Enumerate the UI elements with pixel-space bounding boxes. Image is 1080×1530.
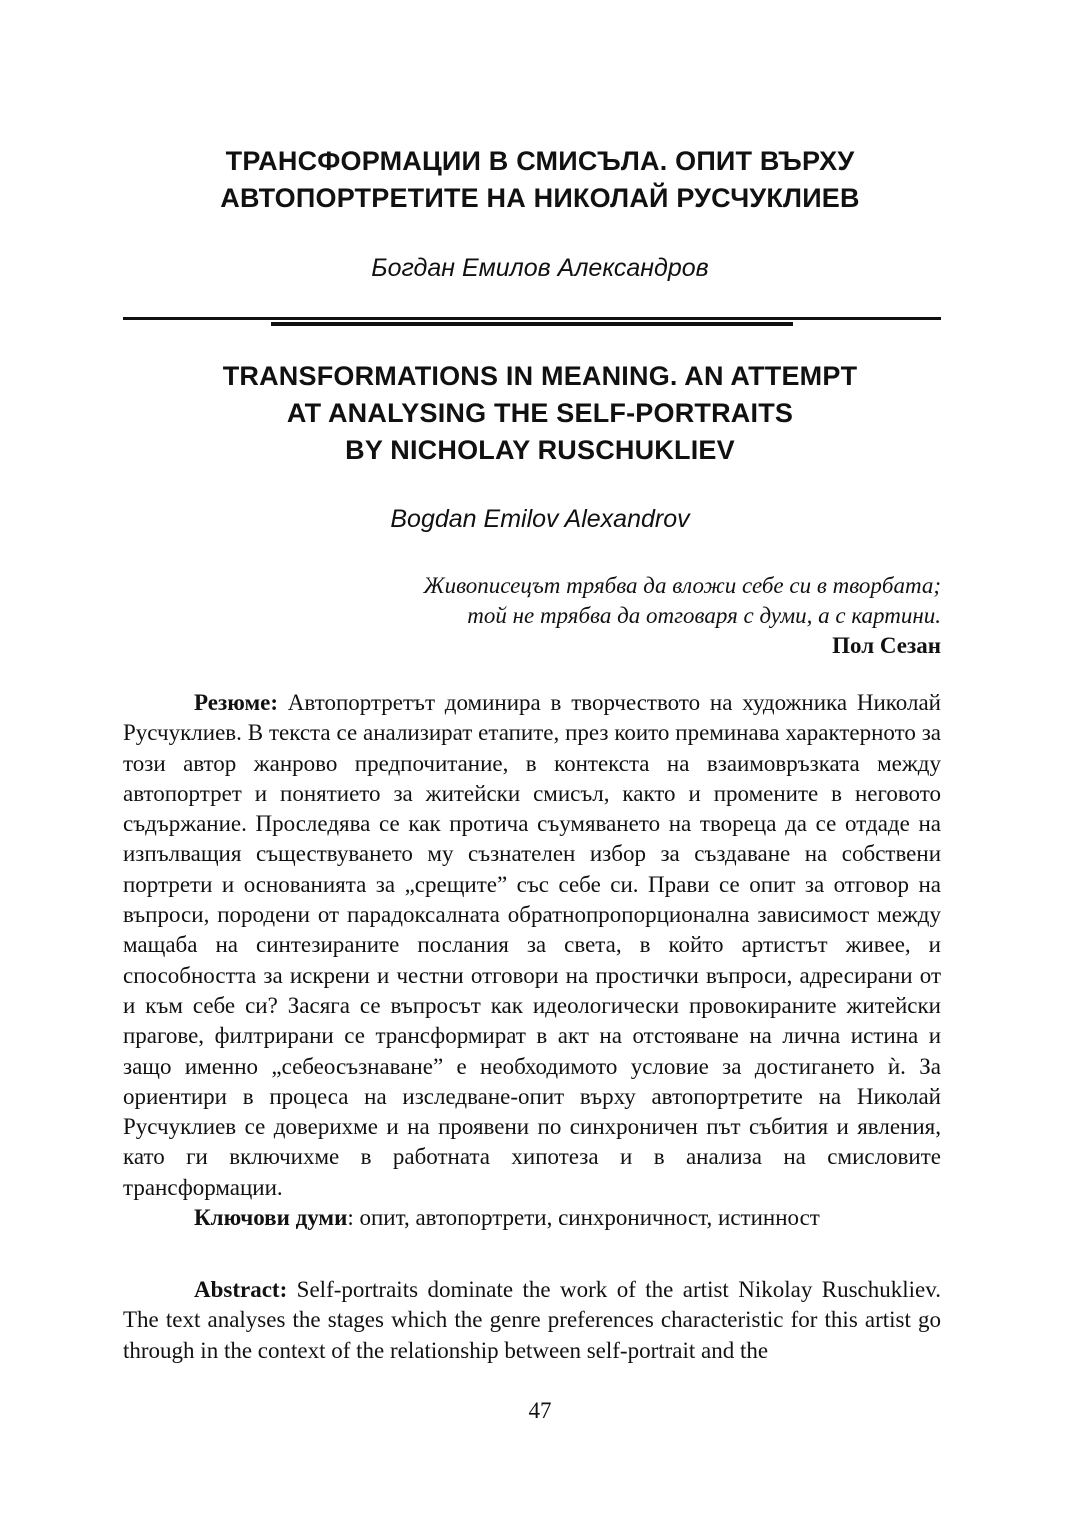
title-english xyxy=(0,358,1080,469)
resume-label: Резюме: xyxy=(194,690,279,715)
title-bg-line-1: ТРАНСФОРМАЦИИ В СМИСЪЛА. ОПИТ ВЪРХУ xyxy=(225,146,855,176)
page-number: 47 xyxy=(528,1398,552,1423)
divider-long xyxy=(123,317,941,320)
abstract-label: Abstract: xyxy=(194,1277,288,1302)
keywords-paragraph xyxy=(123,1203,941,1233)
title-en-line-1: TRANSFORMATIONS IN MEANING. AN ATTEMPT xyxy=(222,361,858,391)
keywords-label: Ключови думи xyxy=(194,1205,348,1231)
title-bg-line-2: АВТОПОРТРЕТИТЕ НА НИКОЛАЙ РУСЧУКЛИЕВ xyxy=(220,183,860,213)
epigraph-line-1: Живописецът трябва да вложи себе си в творбата; xyxy=(423,573,941,598)
resume-text: Автопортретът доминира в творчеството на художника Николай Русчуклиев. В текста се анализират етапите, през които преминава характерното за този автор жанрово предпочитание, в контекста на взаимовръзката между автопортрет и понятието за житейски смисъл, както и промените в неговото съдържание. Проследява се как протича съумяването на твореца да се отдаде на изпълващия съществуването му съзнателен избор за създаване на собствени портрети и основанията за „срещите” със себе си. Прави се опит за отговор на въпроси, породени от парадоксалната обратнопропорционална зависимост между мащаба на синтезираните послания за света, в който артистът живее, и способността за искрени и честни отговори на простички въпроси, адресирани от и към себе си? Засяга се въпросът как идеологически провокираните житейски прагове, филтрирани се трансформират в акт на отстояване на лична истина и защо именно „себеосъзнаване” е необходимото условие за достигането ѝ. За ориентири в процеса на изследване-опит върху автопортретите на Николай Русчуклиев се доверихме и на проявени по синхроничен път събития и явления, като ги включихме в работната хипотеза и в анализа на смисловите трансформации. xyxy=(123,690,941,1200)
resume-paragraph xyxy=(123,688,941,1203)
divider-short xyxy=(271,322,793,326)
abstract-section xyxy=(123,1275,941,1366)
author-bulgarian: Богдан Емилов Александров xyxy=(371,254,709,282)
epigraph-source: Пол Сезан xyxy=(832,633,941,658)
epigraph xyxy=(424,571,942,661)
author-english: Bogdan Emilov Alexandrov xyxy=(390,505,690,533)
resume-section xyxy=(123,688,941,1233)
keywords-text: : опит, автопортрети, синхроничност, истинност xyxy=(347,1205,820,1231)
title-en-line-2: AT ANALYSING THE SELF-PORTRAITS xyxy=(286,398,794,428)
abstract-text: Self-portraits dominate the work of the artist Nikolay Ruschukliev. The text analyses the stages which the genre preferences characteristic for this artist go through in the context of the relationship between self-portrait and the xyxy=(123,1277,941,1363)
abstract-paragraph xyxy=(123,1275,941,1366)
epigraph-line-2: той не трябва да отговаря с думи, а с картини. xyxy=(467,603,941,628)
title-en-line-3: BY NICHOLAY RUSCHUKLIEV xyxy=(345,435,735,465)
title-bulgarian xyxy=(0,143,1080,217)
